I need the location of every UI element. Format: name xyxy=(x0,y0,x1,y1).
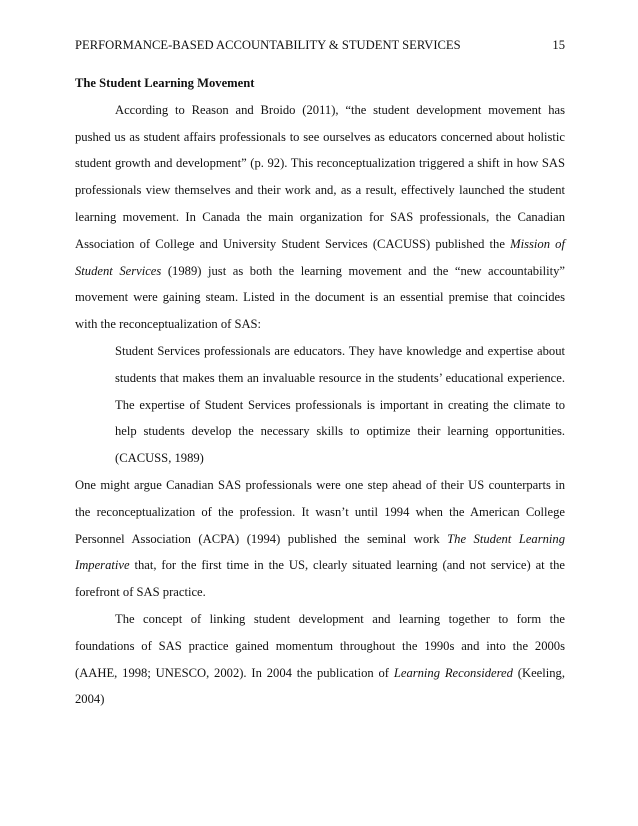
paragraph-2-italic-title: The Student Learning Imperative xyxy=(75,531,565,573)
paragraph-3-text-b: (Keeling, 2004) xyxy=(75,665,566,707)
running-header xyxy=(75,37,565,53)
section-heading: The Student Learning Movement xyxy=(75,76,255,90)
paragraph-2-text-a: One might argue Canadian SAS professionals were one step ahead of their US counterparts in the reconceptualization of the profession. It wasn’t until 1994 when the American College Personnel Association (ACPA) (1994) published the seminal work xyxy=(75,477,565,546)
paragraph-2 xyxy=(75,472,565,606)
paragraph-3-text-a: The concept of linking student development and learning together to form the foundations of SAS practice gained momentum throughout the 1990s and into the 2000s (AAHE, 1998; UNESCO, 2002). In 2004 the publication of xyxy=(75,611,565,680)
running-title: PERFORMANCE-BASED ACCOUNTABILITY & STUDENT SERVICES xyxy=(75,38,461,52)
paragraph-1-italic-title: Mission of Student Services xyxy=(75,236,565,278)
body-text xyxy=(75,70,565,713)
paragraph-1-text-b: (1989) just as both the learning movement and the “new accountability” movement were gaining steam. Listed in the document is an essential premise that coincides with the reconceptualization of SAS: xyxy=(75,263,565,332)
paragraph-3-italic-title: Learning Reconsidered xyxy=(393,665,513,680)
paragraph-1 xyxy=(75,97,565,338)
block-quote: Student Services professionals are educators. They have knowledge and expertise about students that makes them an invaluable resource in the students’ educational experience. The expertise of Student Services professionals is important in creating the climate to help students develop the necessary skills to optimize their learning opportunities. (CACUSS, 1989) xyxy=(115,343,565,466)
paragraph-1-text-a: According to Reason and Broido (2011), “the student development movement has pushed us as student affairs professionals to see ourselves as educators concerned about holistic student growth and development” (p. 92). This reconceptualization triggered a shift in how SAS professionals view themselves and their work and, as a result, effectively launched the student learning movement. In Canada the main organization for SAS professionals, the Canadian Association of College and University Student Services (CACUSS) published the xyxy=(75,102,565,251)
paragraph-2-text-b: that, for the first time in the US, clearly situated learning (and not service) at the forefront of SAS practice. xyxy=(75,558,565,600)
paragraph-3 xyxy=(75,606,565,713)
page-number: 15 xyxy=(552,38,565,52)
